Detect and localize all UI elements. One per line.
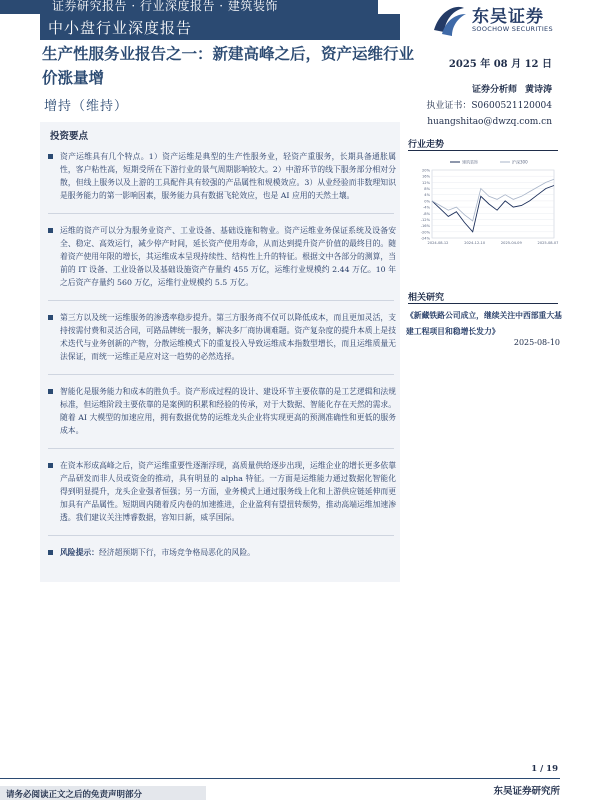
- y-tick-label: -8%: [423, 211, 430, 216]
- rating-label: 增持（维持）: [44, 99, 129, 114]
- x-tick-label: 2025-04-09: [500, 241, 522, 245]
- related-rule: [408, 303, 558, 304]
- y-tick-label: -4%: [423, 205, 430, 210]
- section-title: 投资要点: [50, 131, 89, 142]
- divider: [48, 437, 394, 449]
- risk-text: 经济超预期下行，市场竞争格局恶化的风险。: [98, 548, 255, 557]
- y-tick-label: -16%: [420, 224, 430, 229]
- disclaimer-box: [0, 786, 206, 800]
- x-tick-label: 2025-08-07: [537, 241, 559, 245]
- footer-divider: [0, 778, 560, 779]
- report-category: 证券研究报告 · 行业深度报告 · 建筑装饰: [52, 0, 278, 13]
- highlights-list: [46, 150, 396, 559]
- highlight-item: 资产运维具有几个特点。1）资产运维是典型的生产性服务业，轻资产重服务，长期具备通胀属性，客户粘性高，短期受所在下游行业的景气周期影响较大。2）中游环节的线下服务部分相对分散，但线上服务以及上游的工具配件具有较强的产品属性和规模效应。3）从业经验而非数理知识是服务能力的第一影响因素，服务能力具有数据飞轮效应，也是 AI 应用的天然土壤。: [46, 150, 396, 202]
- disclaimer-text: 请务必阅读正文之后的免责声明部分: [6, 790, 143, 800]
- y-tick-label: -20%: [420, 230, 430, 235]
- analyst-role: 证券分析师: [471, 85, 517, 95]
- chart-frame: [432, 170, 554, 238]
- risk-warning: [46, 546, 396, 559]
- x-tick-label: 2024-08-12: [427, 241, 449, 245]
- logo-subtext: SOOCHOW SECURITIES: [472, 25, 553, 33]
- highlight-item: 第三方以及统一运维服务的渗透率稳步提升。第三方服务商不仅可以降低成本，而且更加灵活，支持按需付费和灵活合同，可路品牌统一服务，解决多厂商协调难题。资产复杂度的提升本质上是技术迭代与业务创新的产物，分散运维模式下的重复投入导致运维成本指数型增长，而且运维质量无法保证，而统一运维正是应对这一趋势的必然选择。: [46, 311, 396, 363]
- y-tick-label: 8%: [424, 187, 430, 192]
- logo-mark-icon: [430, 0, 468, 38]
- y-tick-label: -24%: [420, 236, 430, 241]
- report-title: 生产性服务业报告之一：新建高峰之后，资产运维行业价涨量增: [42, 44, 415, 87]
- x-tick-label: 2024-12-10: [464, 241, 486, 245]
- legend-label: 建筑装饰: [462, 159, 478, 165]
- divider: [48, 524, 394, 536]
- report-series-title: 中小盘行业深度报告: [48, 19, 193, 37]
- report-series-bar: [40, 14, 400, 40]
- investment-highlights-panel: [40, 122, 400, 582]
- series-line: [432, 186, 554, 232]
- industry-trend-chart: [410, 156, 560, 252]
- analyst-name: 黄诗涛: [524, 85, 552, 95]
- y-tick-label: 16%: [422, 174, 430, 179]
- page-number: 1 / 19: [531, 764, 558, 774]
- firm-name: 东吴证券研究所: [493, 786, 560, 797]
- related-title: 相关研究: [408, 293, 445, 303]
- trend-title: 行业走势: [408, 140, 445, 150]
- logo-text: 东吴证券: [472, 7, 544, 27]
- y-tick-label: -12%: [420, 217, 430, 222]
- y-tick-label: 20%: [422, 168, 430, 173]
- y-tick-label: 4%: [424, 193, 430, 198]
- analyst-line: [352, 82, 552, 98]
- related-report-date: 2025-08-10: [513, 338, 560, 347]
- analyst-license: 执业证书：S0600521120004: [426, 101, 552, 111]
- risk-label: 风险提示：: [60, 548, 99, 557]
- highlight-item: 在资本形成高峰之后，资产运维重要性逐渐浮现，高质量供给逐步出现，运维企业的增长更多依靠产品研发而非人员或资金的推动，具有明显的 alpha 特征。一方面是运维能力通过数据化智能化得到明显提升，龙头企业强者恒强；另一方面，业务模式上通过服务线上化和上游供应链延伸而更加具有产品属性。短期周内随着反内卷的加速推进，企业盈利有望扭转颓势，推动高端运维加速渗透。我们建议关注博睿数据，容知日新，威孚国际。: [46, 459, 396, 524]
- highlight-item: 运维的资产可以分为服务业资产、工业设备、基础设施和物业。资产运维业务保证系统及设备安全、稳定、高效运行，减少停产时间，延长资产使用寿命，从而达到提升资产价值的最终目的。随着资产使用年限的增长，其运维成本呈现持续性、结构性上升的特征。根据文中各部分的测算，当前的 IT 设备、工业设备以及基础设施资产存量约 455 万亿，运维行业规模约 2.44 万亿。10 年之后资产存量约 560 万亿，运维行业规模约 5.5 万亿。: [46, 224, 396, 289]
- legend-label: 沪深300: [512, 159, 528, 165]
- report-date: 2025 年 08 月 12 日: [448, 59, 552, 70]
- analyst-email[interactable]: huangshitao@dwzq.com.cn: [427, 117, 552, 127]
- brand-logo: [430, 0, 560, 42]
- trend-rule: [408, 150, 558, 151]
- y-tick-label: 0%: [424, 199, 430, 204]
- divider: [48, 289, 394, 301]
- divider: [48, 202, 394, 214]
- top-category-strip: [0, 0, 378, 14]
- related-report-link[interactable]: 《新藏铁路公司成立，继续关注中西部重大基建工程项目和稳增长发力》: [406, 311, 562, 336]
- highlight-item: 智能化是服务能力和成本的胜负手。资产形成过程的设计、建设环节主要依靠的是工艺逻辑和法规标准，但运维阶段主要依靠的是案例的积累和经验的传承，对于大数据、智能化存在天然的需求。随着 AI 大模型的加速应用，拥有数据优势的运维龙头企业将实现更高的预测准确性和更低的服务成本。: [46, 385, 396, 437]
- divider: [48, 363, 394, 375]
- y-tick-label: 12%: [422, 180, 430, 185]
